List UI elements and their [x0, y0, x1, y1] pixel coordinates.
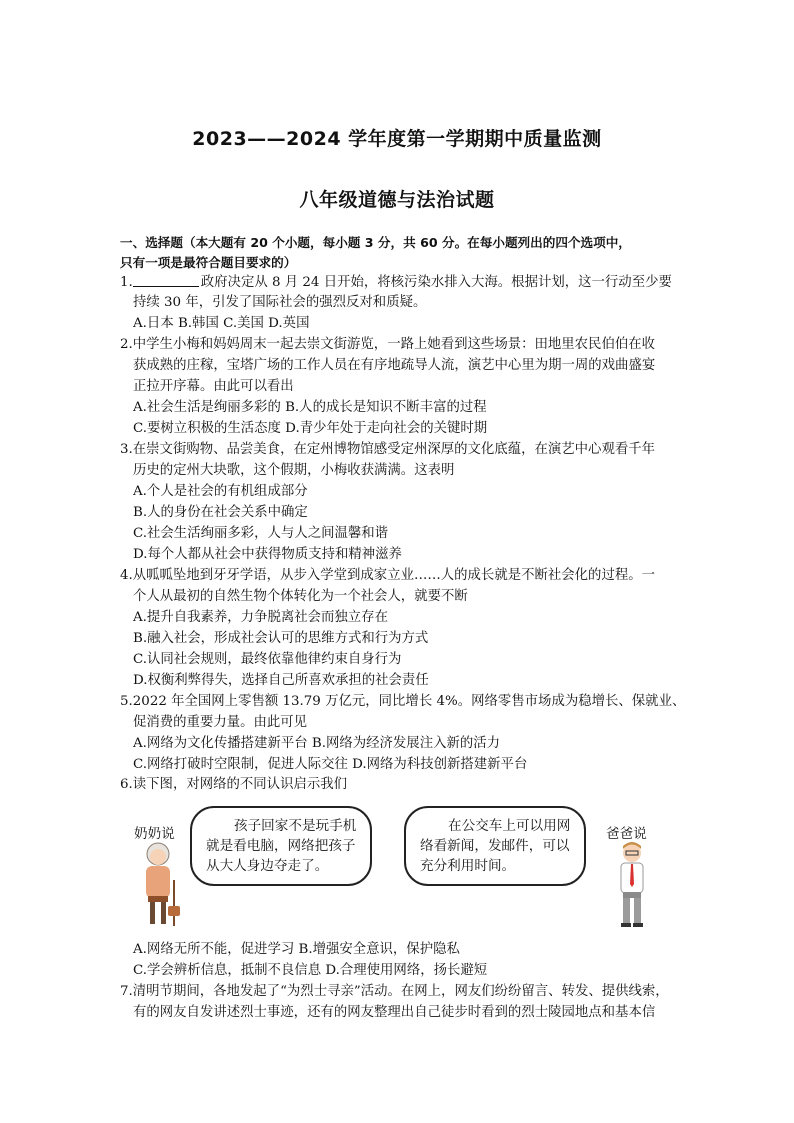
grandma-bubble-line2: 就是看电脑，网络把孩子	[206, 838, 356, 854]
q3-option-b: B.人的身份在社会关系中确定	[133, 505, 308, 520]
dad-label: 爸爸说	[606, 826, 647, 842]
section-heading-line2: 只有一项是最符合题目要求的）	[120, 255, 297, 270]
q3-option-c: C.社会生活绚丽多彩，人与人之间温馨和谐	[133, 526, 389, 541]
q1-line1	[120, 272, 672, 293]
q2-options-ab: A.社会生活是绚丽多彩的 B.人的成长是知识不断丰富的过程	[133, 400, 487, 415]
q4-line2: 个人从最初的自然生物个体转化为一个社会人，就要不断	[133, 589, 468, 604]
q5-options-cd: C.网络打破时空限制，促进人际交往 D.网络为科技创新搭建新平台	[133, 757, 528, 772]
q1-text1: 政府决定从 8 月 24 日开始，将核污染水排入大海。根据计划，这一行动至少要	[200, 275, 672, 290]
grandma-speech-bubble	[190, 806, 372, 886]
dad-bubble-line3: 充分利用时间。	[420, 858, 516, 874]
q5-line2: 促消费的重要力量。由此可见	[133, 715, 308, 730]
q6-illustration	[128, 800, 668, 928]
q5-options-ab: A.网络为文化传播搭建新平台 B.网络为经济发展注入新的活力	[133, 736, 501, 751]
grandma-figure-icon	[134, 840, 184, 928]
q4-line1: 4.从呱呱坠地到牙牙学语，从步入学堂到成家立业……人的成长就是不断社会化的过程。一	[120, 568, 656, 583]
grandma-bubble-line1: 孩子回家不是玩手机	[234, 818, 357, 834]
q2-line2: 获成熟的庄稼，宝塔广场的工作人员在有序地疏导人流，演艺中心里为期一周的戏曲盛宴	[133, 358, 656, 373]
answer-blank	[133, 272, 199, 287]
q3-option-a: A.个人是社会的有机组成部分	[133, 484, 308, 499]
q3-line1: 3.在崇文街购物、品尝美食，在定州博物馆感受定州深厚的文化底蕴，在演艺中心观看千年	[120, 442, 656, 457]
section-heading-line1: 一、选择题（本大题有 20 个小题，每小题 3 分，共 60 分。在每小题列出的四个选项中，	[120, 235, 631, 250]
q7-line2: 有的网友自发讲述烈士事迹，还有的网友整理出自己徒步时看到的烈士陵园地点和基本信	[133, 1005, 656, 1020]
grandma-label: 奶奶说	[134, 826, 175, 842]
q4-option-c: C.认同社会规则，最终依靠他律约束自身行为	[133, 652, 402, 667]
q1-line2: 持续 30 年，引发了国际社会的强烈反对和质疑。	[133, 295, 427, 310]
q2-line3: 正拉开序幕。由此可以看出	[133, 379, 294, 394]
q6-options-cd: C.学会辨析信息，抵制不良信息 D.合理使用网络，扬长避短	[133, 963, 488, 978]
exam-subtitle: 八年级道德与法治试题	[299, 189, 495, 211]
q2-options-cd: C.要树立积极的生活态度 D.青少年处于走向社会的关键时期	[133, 421, 488, 436]
q4-option-b: B.融入社会，形成社会认可的思维方式和行为方式	[133, 631, 429, 646]
q7-line1: 7.清明节期间，各地发起了“为烈士寻亲”活动。在网上，网友们纷纷留言、转发、提供线索，	[120, 984, 669, 999]
q4-option-d: D.权衡利弊得失，选择自己所喜欢承担的社会责任	[133, 673, 429, 688]
q3-line2: 历史的定州大块歌，这个假期，小梅收获满满。这表明	[133, 463, 455, 478]
dad-figure-icon	[612, 840, 652, 928]
dad-bubble-line2: 络看新闻，发邮件，可以	[420, 838, 570, 854]
q4-option-a: A.提升自我素养，力争脱离社会而独立存在	[133, 610, 388, 625]
q5-line1: 5.2022 年全国网上零售额 13.79 万亿元，同比增长 4%。网络零售市场成为稳增长、保就业、	[120, 694, 686, 709]
q3-option-d: D.每个人都从社会中获得物质支持和精神滋养	[133, 547, 402, 562]
q1-options: A.日本 B.韩国 C.美国 D.英国	[133, 316, 310, 331]
dad-bubble-line1: 在公交车上可以用网	[448, 818, 571, 834]
q2-line1: 2.中学生小梅和妈妈周末一起去崇文街游览，一路上她看到这些场景：田地里农民伯伯在收	[120, 337, 656, 352]
q6-line1: 6.读下图，对网络的不同认识启示我们	[120, 777, 348, 792]
grandma-bubble-line3: 从大人身边夺走了。	[206, 858, 329, 874]
exam-title: 2023——2024 学年度第一学期期中质量监测	[192, 128, 602, 150]
dad-speech-bubble	[404, 806, 586, 886]
q6-options-ab: A.网络无所不能，促进学习 B.增强安全意识，保护隐私	[133, 942, 460, 957]
q1-number: 1.	[120, 275, 133, 290]
